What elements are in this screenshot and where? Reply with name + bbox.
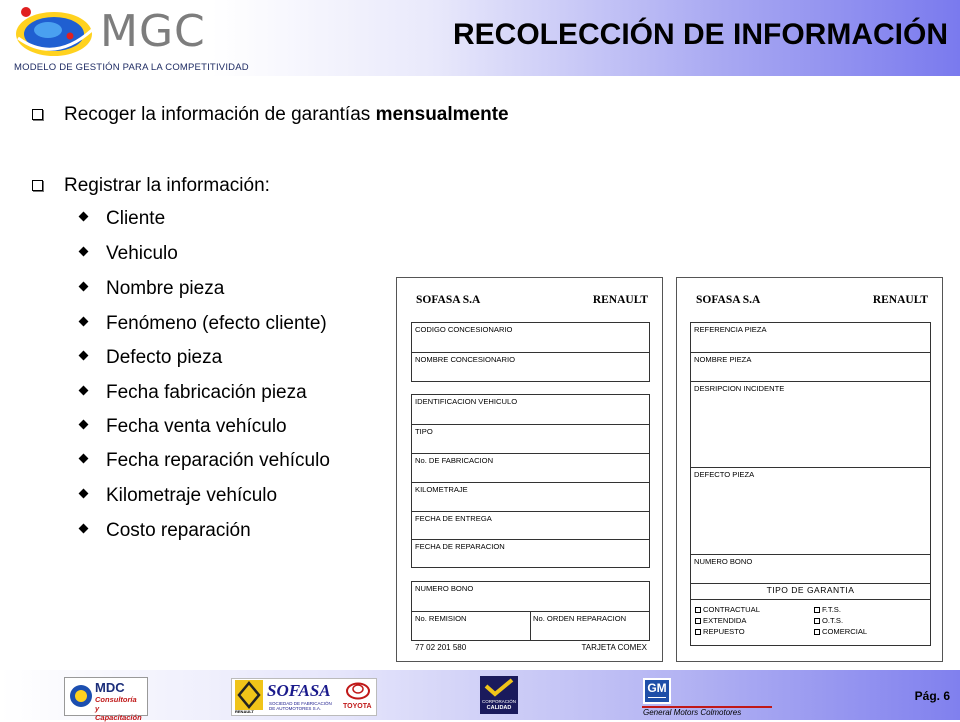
footer-bar xyxy=(0,670,960,720)
page-number: Pág. 6 xyxy=(914,689,950,703)
sofasa-sub2: DE AUTOMOTORES S.A. xyxy=(269,706,322,711)
card-code: 77 02 201 580 xyxy=(415,643,467,652)
garantia-option: O.T.S. xyxy=(814,615,867,626)
garantia-option: F.T.S. xyxy=(814,604,867,615)
warranty-card-part xyxy=(676,277,943,662)
divider xyxy=(691,599,930,600)
mgc-logo xyxy=(8,4,249,74)
diamond-bullet-icon xyxy=(79,282,89,292)
gm-logo xyxy=(643,678,671,704)
field-label: NOMBRE CONCESIONARIO xyxy=(415,355,515,364)
warranty-card-vehicle xyxy=(396,277,663,662)
checkmark-icon xyxy=(480,676,518,700)
column-divider xyxy=(530,612,531,641)
gm-label: GM xyxy=(647,681,667,695)
sofasa-logos xyxy=(231,678,377,716)
mdc-globe-icon xyxy=(68,683,94,709)
mdc-sub2: y Capacitación xyxy=(95,704,142,722)
sub-bullet-text: Nombre pieza xyxy=(106,278,225,299)
garantia-option: EXTENDIDA xyxy=(695,615,760,626)
mdc-name: MDC xyxy=(95,680,125,695)
field-label: CODIGO CONCESIONARIO xyxy=(415,325,513,334)
card-company: SOFASA S.A xyxy=(416,294,481,306)
sub-bullet-text: Fecha reparación vehículo xyxy=(106,450,330,471)
field-label: NOMBRE PIEZA xyxy=(694,355,752,364)
sub-bullet-text: Vehiculo xyxy=(106,243,178,264)
sub-bullet-text: Fecha venta vehículo xyxy=(106,416,287,437)
garantia-title: TIPO DE GARANTIA xyxy=(766,585,855,595)
diamond-bullet-icon xyxy=(79,247,89,257)
field-label: NUMERO BONO xyxy=(415,584,474,593)
field-label: DEFECTO PIEZA xyxy=(694,470,755,479)
garantia-option: CONTRACTUAL xyxy=(695,604,760,615)
garantia-box xyxy=(690,582,931,646)
page-title: RECOLECCIÓN DE INFORMACIÓN xyxy=(453,18,948,51)
toyota-label: TOYOTA xyxy=(343,703,372,710)
field-label: No. REMISION xyxy=(415,614,467,623)
sub-bullet-text: Fenómeno (efecto cliente) xyxy=(106,313,327,334)
header-bar xyxy=(0,0,960,76)
checkbox-icon xyxy=(695,618,701,624)
garantia-option: COMERCIAL xyxy=(814,626,867,637)
renault-label: RENAULT xyxy=(235,709,254,714)
sub-bullet-text: Cliente xyxy=(106,208,166,229)
sub-bullet-text: Defecto pieza xyxy=(106,347,223,368)
checkbox-icon xyxy=(814,607,820,613)
gm-text: General Motors Colmotores xyxy=(643,708,742,717)
toyota-emblem-icon xyxy=(345,682,371,700)
field-label: No. DE FABRICACION xyxy=(415,456,494,465)
diamond-bullet-icon xyxy=(79,386,89,396)
field-label: IDENTIFICACION VEHICULO xyxy=(415,397,518,406)
diamond-bullet-icon xyxy=(79,524,89,534)
field-label: KILOMETRAJE xyxy=(415,485,468,494)
part-box xyxy=(690,322,931,584)
diamond-bullet-icon xyxy=(79,489,89,499)
checkbox-icon xyxy=(695,607,701,613)
logo-subtitle: MODELO DE GESTIÓN PARA LA COMPETITIVIDAD xyxy=(14,62,249,73)
field-label: NUMERO BONO xyxy=(694,557,753,566)
sofasa-sub1: SOCIEDAD DE FABRICACIÓN xyxy=(269,701,332,706)
checkbox-bullet-icon xyxy=(32,180,43,191)
card-company: SOFASA S.A xyxy=(696,294,761,306)
corp-label2: CALIDAD xyxy=(486,705,512,711)
field-label: TIPO xyxy=(415,427,433,436)
vehicle-box xyxy=(411,394,650,568)
logo-text: MGC xyxy=(100,6,206,57)
checkbox-icon xyxy=(695,629,701,635)
bullet-text: Recoger la información de garantías xyxy=(64,104,376,125)
corporacion-calidad-logo xyxy=(480,676,518,714)
field-label: FECHA DE REPARACION xyxy=(415,542,505,551)
globe-icon xyxy=(8,4,98,64)
dealer-box xyxy=(411,322,650,382)
mdc-logo xyxy=(64,677,148,722)
bullet-bold-text: mensualmente xyxy=(375,104,509,125)
garantia-option: REPUESTO xyxy=(695,626,760,637)
field-label: FECHA DE ENTREGA xyxy=(415,514,492,523)
card-brand: RENAULT xyxy=(872,294,928,306)
bullet-text: Registrar la información: xyxy=(64,175,270,196)
diamond-bullet-icon xyxy=(79,454,89,464)
sofasa-name: SOFASA xyxy=(267,681,331,700)
field-label: DESRIPCION INCIDENTE xyxy=(694,384,785,393)
sub-bullet-text: Kilometraje vehículo xyxy=(106,485,278,506)
sub-bullet-text: Fecha fabricación pieza xyxy=(106,382,307,403)
checkbox-bullet-icon xyxy=(32,109,43,120)
card-brand: RENAULT xyxy=(592,294,648,306)
field-label: REFERENCIA PIEZA xyxy=(694,325,767,334)
diamond-bullet-icon xyxy=(79,212,89,222)
diamond-bullet-icon xyxy=(79,420,89,430)
bono-box xyxy=(411,581,650,641)
checkbox-icon xyxy=(814,618,820,624)
gm-underline xyxy=(648,697,666,698)
checkbox-icon xyxy=(814,629,820,635)
corp-label1: CORPORACIÓN xyxy=(481,699,516,704)
field-label: No. ORDEN REPARACION xyxy=(533,614,627,623)
diamond-bullet-icon xyxy=(79,351,89,361)
sub-bullet-text: Costo reparación xyxy=(106,520,251,541)
diamond-bullet-icon xyxy=(79,317,89,327)
card-tarjeta: TARJETA COMEX xyxy=(581,643,647,652)
mdc-sub1: Consultoría xyxy=(95,695,137,704)
renault-diamond-icon xyxy=(235,680,263,710)
